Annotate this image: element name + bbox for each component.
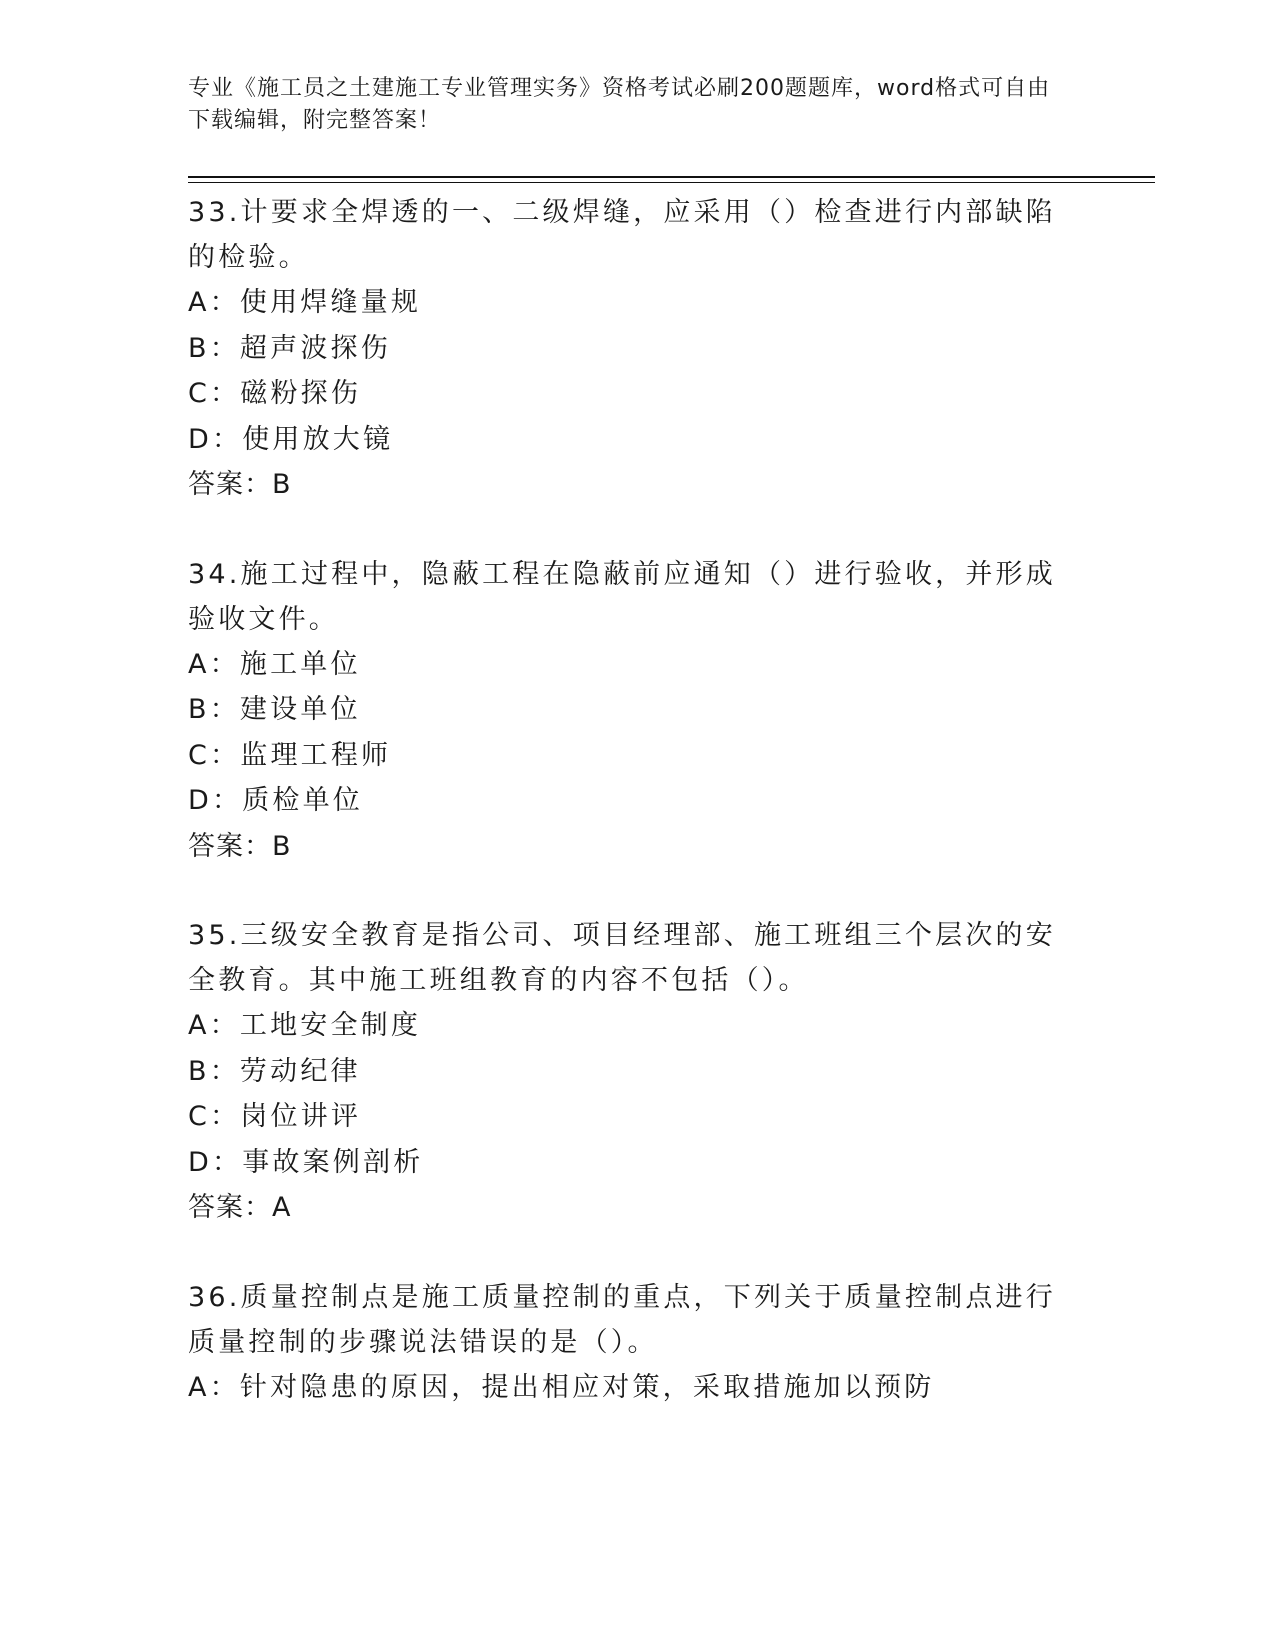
option-a: A：工地安全制度 (188, 1010, 422, 1041)
option-a: A：施工单位 (188, 648, 361, 680)
question-36 (188, 1275, 1068, 1411)
question-34 (188, 552, 1068, 870)
answer: 答案：B (188, 830, 292, 862)
option-a: A：针对隐患的原因，提出相应对策，采取措施加以预防 (188, 1371, 935, 1403)
option-d: D：质检单位 (188, 785, 363, 816)
option-b: B：劳动纪律 (188, 1055, 361, 1087)
option-d: D：使用放大镜 (188, 423, 394, 455)
question-list (188, 190, 1068, 1454)
question-35 (188, 913, 1068, 1231)
question-text: 33.计要求全焊透的一、二级焊缝，应采用（）检查进行内部缺陷的检验。 (188, 197, 1056, 273)
question-text: 35.三级安全教育是指公司、项目经理部、施工班组三个层次的安全教育。其中施工班组教育的内容不包括（）。 (188, 920, 1056, 996)
question-33 (188, 190, 1068, 508)
answer: 答案：A (188, 1192, 292, 1223)
question-text: 36.质量控制点是施工质量控制的重点，下列关于质量控制点进行质量控制的步骤说法错误的是（）。 (188, 1281, 1056, 1358)
document-header: 专业《施工员之土建施工专业管理实务》资格考试必刷200题题库，word格式可自由下载编辑，附完整答案！ (188, 76, 1051, 133)
option-b: B：超声波探伤 (188, 332, 391, 364)
answer: 答案：B (188, 469, 292, 500)
question-text: 34.施工过程中，隐蔽工程在隐蔽前应通知（）进行验收，并形成验收文件。 (188, 558, 1056, 635)
option-a: A：使用焊缝量规 (188, 287, 422, 318)
option-d: D：事故案例剖析 (188, 1146, 424, 1178)
option-c: C：岗位讲评 (188, 1101, 362, 1132)
option-c: C：磁粉探伤 (188, 378, 362, 409)
option-c: C：监理工程师 (188, 739, 392, 771)
header-divider-thin (188, 182, 1155, 183)
option-b: B：建设单位 (188, 694, 361, 725)
header-divider-thick (188, 176, 1155, 178)
